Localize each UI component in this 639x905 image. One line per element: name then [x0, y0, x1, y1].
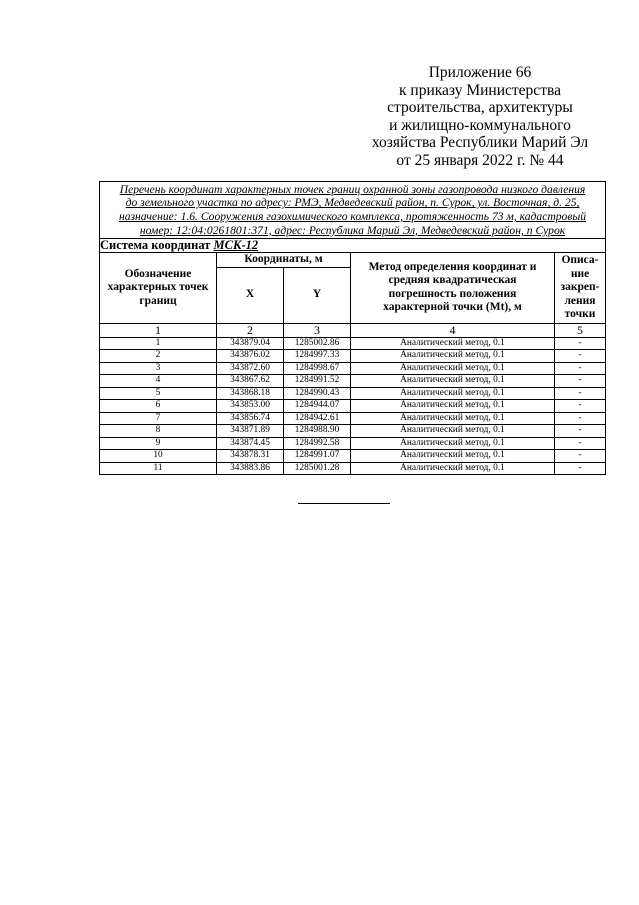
header-point	[100, 253, 217, 324]
table-row	[100, 400, 606, 413]
description-line: номер: 12:04:0261801:371, адрес: Республика Марий Эл, Медведевский район, п Сурок	[139, 223, 566, 237]
cell-n: 11	[100, 462, 217, 475]
header-description-line: ние	[570, 267, 590, 280]
cell-y: 1284998.67	[284, 362, 351, 375]
header-description	[555, 253, 606, 324]
cell-y: 1284942.61	[284, 412, 351, 425]
header-description-line: ления	[564, 294, 596, 307]
cell-y: 1284990.43	[284, 387, 351, 400]
header-method-line: Метод определения координат и	[368, 260, 537, 273]
cell-desc: -	[555, 400, 606, 413]
table-row	[100, 375, 606, 388]
cell-n: 8	[100, 425, 217, 438]
appendix-line: к приказу Министерства	[399, 81, 561, 99]
cell-desc: -	[555, 350, 606, 363]
appendix-line: Приложение 66	[428, 64, 532, 81]
cell-n: 10	[100, 450, 217, 463]
cell-n: 4	[100, 375, 217, 388]
cell-x: 343867.62	[217, 375, 284, 388]
header-x: X	[217, 267, 284, 323]
header-method-line: характерной точки (Mt), м	[383, 301, 522, 314]
table-row	[100, 337, 606, 350]
header-method	[351, 253, 555, 324]
cell-desc: -	[555, 450, 606, 463]
appendix-line: от 25 января 2022 г. № 44	[396, 151, 564, 169]
cell-n: 3	[100, 362, 217, 375]
cell-method: Аналитический метод, 0.1	[351, 462, 555, 475]
appendix-line: и жилищно-коммунального	[389, 116, 571, 134]
coordinates-table	[99, 181, 606, 475]
header-description-line: закреп-	[560, 281, 600, 293]
cell-n: 5	[100, 387, 217, 400]
cell-y: 1284991.52	[284, 375, 351, 388]
header-point-line: характерных точек	[107, 281, 209, 293]
table-row	[100, 350, 606, 363]
coordinate-system-label: Система координат	[100, 238, 211, 252]
table-description	[100, 182, 606, 239]
header-point-line: границ	[139, 294, 177, 307]
cell-n: 2	[100, 350, 217, 363]
cell-method: Аналитический метод, 0.1	[351, 350, 555, 363]
header-point-line: Обозначение	[124, 267, 192, 280]
header-coordinates: Координаты, м	[217, 253, 351, 268]
cell-method: Аналитический метод, 0.1	[351, 375, 555, 388]
cell-n: 9	[100, 437, 217, 450]
appendix-line: строительства, архитектуры	[387, 99, 573, 117]
cell-x: 343853.00	[217, 400, 284, 413]
table-row	[100, 362, 606, 375]
coordinate-system	[100, 239, 606, 253]
column-number: 4	[351, 323, 555, 337]
cell-desc: -	[555, 412, 606, 425]
cell-x: 343868.18	[217, 387, 284, 400]
table-row	[100, 387, 606, 400]
cell-x: 343872.60	[217, 362, 284, 375]
table-row	[100, 450, 606, 463]
column-number: 3	[284, 323, 351, 337]
coordinate-system-value: МСК-12	[213, 238, 259, 252]
cell-x: 343879.04	[217, 337, 284, 350]
cell-desc: -	[555, 375, 606, 388]
cell-y: 1285001.28	[284, 462, 351, 475]
cell-desc: -	[555, 362, 606, 375]
cell-method: Аналитический метод, 0.1	[351, 387, 555, 400]
header-description-line: Описа-	[561, 254, 599, 266]
signature-line	[298, 503, 390, 504]
cell-y: 1284944.07	[284, 400, 351, 413]
appendix-header	[350, 64, 610, 170]
cell-y: 1284992.58	[284, 437, 351, 450]
cell-method: Аналитический метод, 0.1	[351, 412, 555, 425]
cell-y: 1284991.07	[284, 450, 351, 463]
cell-y: 1285002.86	[284, 337, 351, 350]
cell-desc: -	[555, 337, 606, 350]
header-description-line: точки	[564, 308, 596, 320]
table-row	[100, 412, 606, 425]
cell-y: 1284988.90	[284, 425, 351, 438]
header-y: Y	[284, 267, 351, 323]
cell-method: Аналитический метод, 0.1	[351, 425, 555, 438]
column-number: 1	[100, 323, 217, 337]
cell-method: Аналитический метод, 0.1	[351, 337, 555, 350]
cell-x: 343883.86	[217, 462, 284, 475]
column-number: 2	[217, 323, 284, 337]
header-method-line: средняя квадратическая	[388, 274, 517, 287]
cell-method: Аналитический метод, 0.1	[351, 437, 555, 450]
table-row	[100, 425, 606, 438]
cell-n: 1	[100, 337, 217, 350]
cell-y: 1284997.33	[284, 350, 351, 363]
cell-desc: -	[555, 462, 606, 475]
cell-x: 343856.74	[217, 412, 284, 425]
cell-x: 343878.31	[217, 450, 284, 463]
appendix-line: хозяйства Республики Марий Эл	[371, 134, 589, 152]
cell-x: 343874.45	[217, 437, 284, 450]
description-line: назначение: 1.6. Сооружения газохимического комплекса, протяженность 73 м, кадастровый	[118, 210, 587, 223]
column-number: 5	[555, 323, 606, 337]
cell-x: 343876.02	[217, 350, 284, 363]
description-line: до земельного участка по адресу: РМЭ, Медведевский район, п. Сурок, ул. Восточная, д. 25,	[125, 196, 580, 210]
description-line: Перечень координат характерных точек границ охранной зоны газопровода низкого давления	[119, 182, 586, 196]
cell-method: Аналитический метод, 0.1	[351, 450, 555, 463]
cell-x: 343871.89	[217, 425, 284, 438]
cell-n: 6	[100, 400, 217, 413]
table-row	[100, 462, 606, 475]
cell-n: 7	[100, 412, 217, 425]
cell-desc: -	[555, 437, 606, 450]
cell-desc: -	[555, 387, 606, 400]
header-method-line: погрешность положения	[388, 287, 517, 300]
cell-method: Аналитический метод, 0.1	[351, 400, 555, 413]
cell-method: Аналитический метод, 0.1	[351, 362, 555, 375]
table-row	[100, 437, 606, 450]
cell-desc: -	[555, 425, 606, 438]
